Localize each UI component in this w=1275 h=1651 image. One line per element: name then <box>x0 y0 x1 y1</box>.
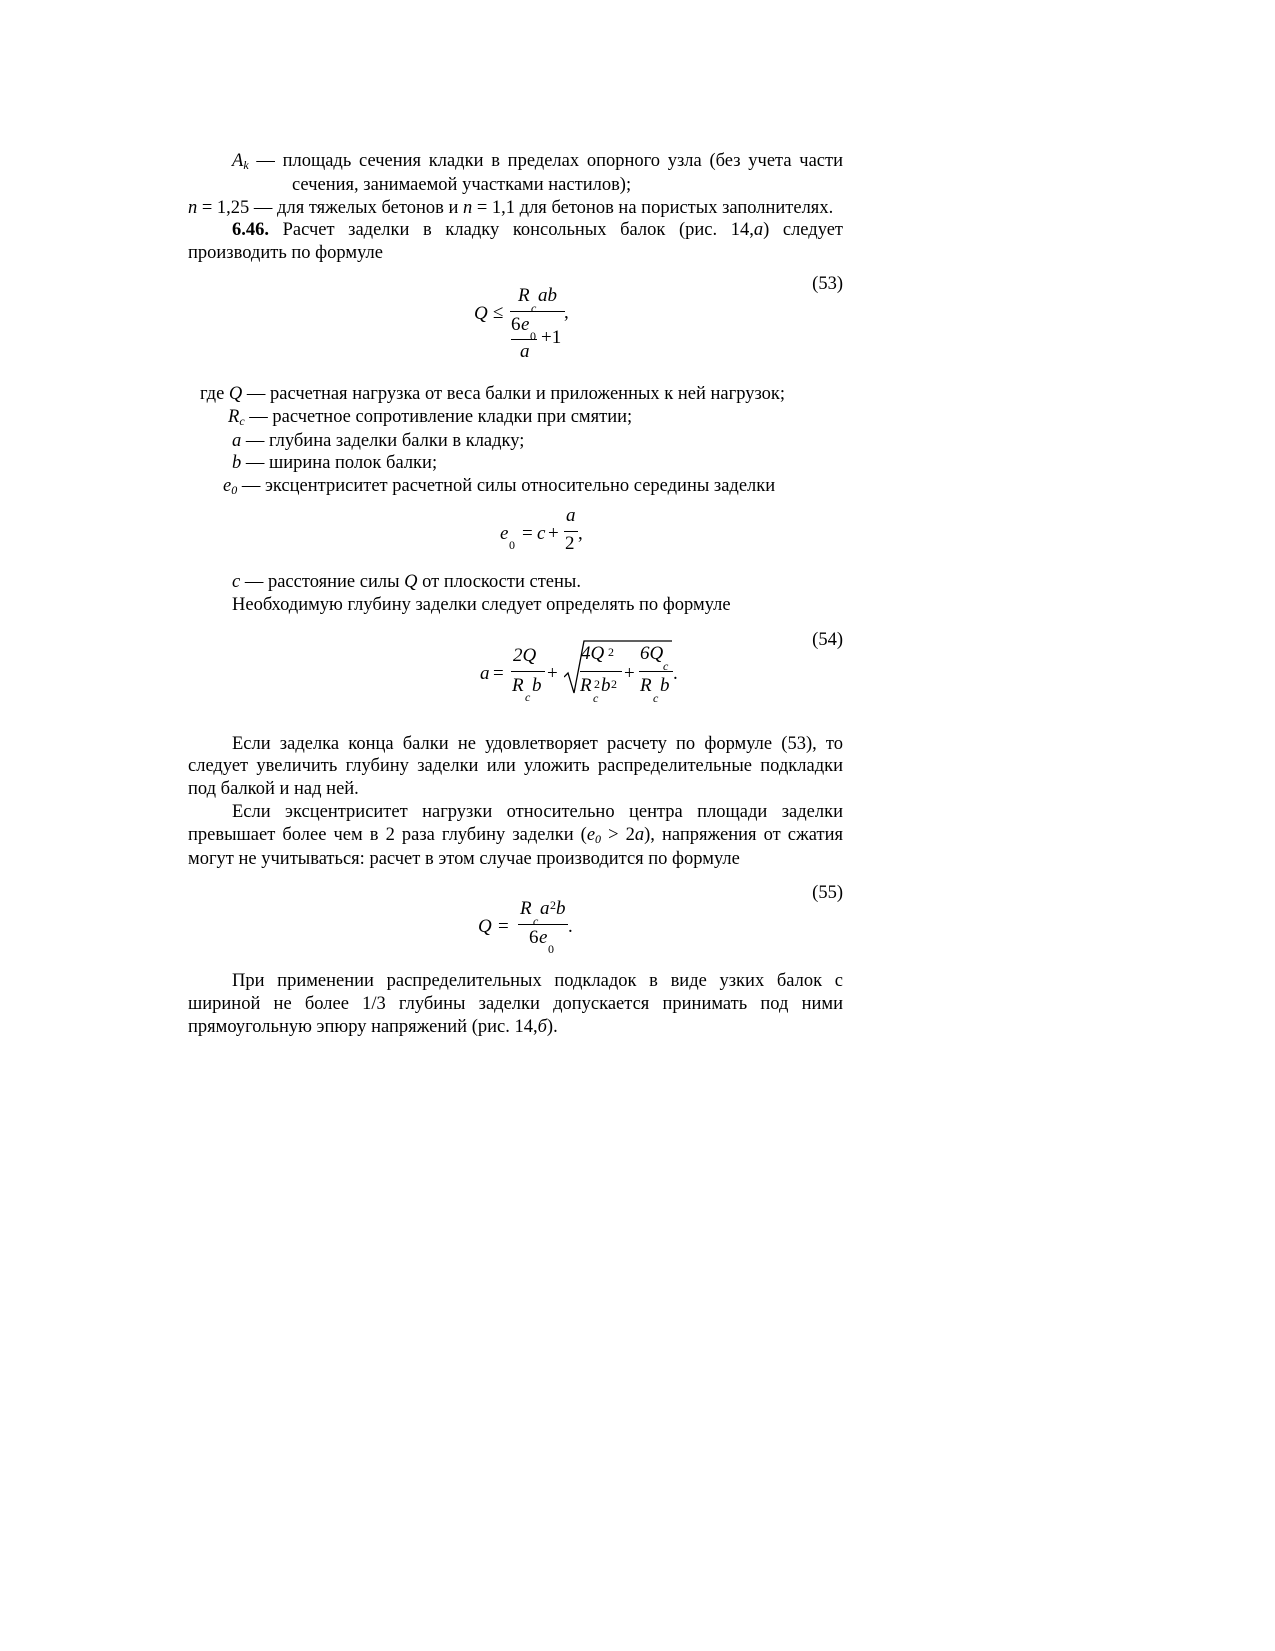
fraction-bar <box>518 924 568 925</box>
equation-number: (54) <box>812 629 843 650</box>
equation-54 <box>188 617 843 733</box>
n-definition: n = 1,25 — для тяжелых бетонов и n = 1,1 для бетонов на пористых заполнителях. <box>188 197 834 218</box>
fraction-bar <box>511 339 537 340</box>
fraction-bar <box>580 671 622 672</box>
equation-number: (55) <box>812 883 843 904</box>
paragraph-formula-53-fail: Если заделка конца балки не удовлетворяет расчету по формуле (53), то следует увеличить глубину заделки или уложить распределительные подкладки под балкой и над ней. <box>188 733 843 800</box>
paragraph-eccentricity: Если эксцентриситет нагрузки относительно центра площади заделки превышает более чем в 2 раза глубину заделки (e0 > 2a), напряжения от сжатия могут не учитываться: расчет в этом случае производится по формуле <box>188 801 843 869</box>
q-definition: где Q — расчетная нагрузка от веса балки и приложенных к ней нагрузок; <box>200 383 786 404</box>
formula-54: a = 2Q R c b + 4Q 2 R 2 c b 2 + 6Q c R c b . <box>480 633 680 723</box>
rc-definition: Rc — расчетное сопротивление кладки при смятии; <box>228 406 633 428</box>
equation-number: (53) <box>812 273 843 294</box>
a-definition: a — глубина заделки балки в кладку; <box>232 430 525 451</box>
fraction-bar <box>511 671 545 672</box>
equation-53 <box>188 265 843 383</box>
section-6-46: 6.46. Расчет заделки в кладку консольных балок (рис. 14,а) следует производить по формуле <box>188 220 843 264</box>
fraction-bar <box>510 311 565 312</box>
fraction-bar <box>564 531 578 532</box>
ak-symbol: A <box>232 151 244 171</box>
formula-55: Q = R c a 2 b 6 e 0 . <box>478 898 573 957</box>
c-definition: c — расстояние силы Q от плоскости стены. <box>232 571 581 592</box>
equation-55 <box>188 870 843 970</box>
equation-e0 <box>188 499 843 571</box>
ak-definition: Ak — площадь сечения кладки в пределах опорного узла (без учета части сечения, занимаемой участками настилов); <box>232 151 843 195</box>
document-page <box>188 150 843 1039</box>
section-number: 6.46. <box>232 220 269 241</box>
depth-intro: Необходимую глубину заделки следует определять по формуле <box>232 594 731 615</box>
paragraph-distribution-pads: При применении распределительных подкладок в виде узких балок с шириной не более 1/3 глубины заделки допускается принимать под ними прямоугольную эпюру напряжений (рис. 14,б). <box>188 971 843 1037</box>
formula-53: Q ≤ R c ab , 6 e 0 a +1 <box>474 284 569 362</box>
e0-definition: e0 — эксцентриситет расчетной силы относительно середины заделки <box>223 476 776 498</box>
b-definition: b — ширина полок балки; <box>232 453 438 474</box>
fraction-bar <box>639 671 673 672</box>
formula-e0: e 0 = c + a 2 , <box>500 504 583 554</box>
